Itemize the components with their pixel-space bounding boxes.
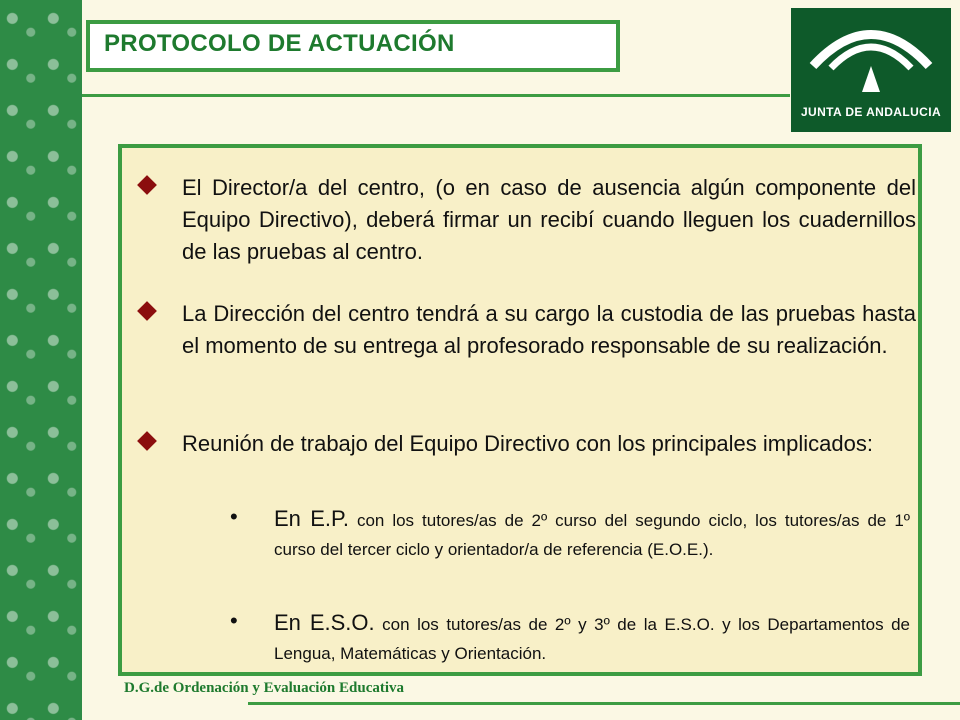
decorative-side-strip [0, 0, 82, 720]
bullet-text: El Director/a del centro, (o en caso de ausencia algún componente del Equipo Directivo), deberá firmar un recibí cuando lleguen los cuadernillos de las pruebas al centro. [182, 175, 916, 264]
diamond-bullet-icon [137, 301, 157, 321]
bullet-direccion [136, 298, 916, 362]
logo-label: JUNTA DE ANDALUCIA [800, 105, 942, 119]
sub-bullet-lead: En E.S.O. [274, 610, 375, 635]
header-divider [82, 94, 790, 97]
bullet-director [136, 172, 916, 268]
sub-bullet-eso [230, 608, 910, 668]
sub-bullet-body: con los tutores/as de 2º y 3º de la E.S.O. y los Departamentos de Lengua, Matemáticas y Orientación. [274, 615, 910, 663]
sub-bullet-lead: En E.P. [274, 506, 349, 531]
page-title: PROTOCOLO DE ACTUACIÓN [104, 30, 455, 57]
title-box [86, 20, 620, 72]
sub-bullet-text [274, 608, 910, 668]
dot-bullet-icon: • [230, 608, 238, 633]
footer-divider [248, 702, 960, 705]
bullet-reunion [136, 428, 916, 460]
diamond-bullet-icon [137, 431, 157, 451]
sub-bullet-text [274, 504, 910, 564]
footer-text: D.G.de Ordenación y Evaluación Educativa [124, 680, 405, 696]
diamond-bullet-icon [137, 175, 157, 195]
junta-de-andalucia-logo [791, 8, 951, 132]
content-panel [118, 144, 922, 676]
dot-bullet-icon: • [230, 504, 238, 529]
bullet-text: La Dirección del centro tendrá a su cargo la custodia de las pruebas hasta el momento de su entrega al profesorado responsable de su realización. [182, 301, 916, 358]
sub-bullet-body: con los tutores/as de 2º curso del segundo ciclo, los tutores/as de 1º curso del tercer ciclo y orientador/a de referencia (E.O.E.). [274, 511, 910, 559]
bullet-text: Reunión de trabajo del Equipo Directivo con los principales implicados: [182, 431, 873, 456]
sub-bullet-ep [230, 504, 910, 564]
